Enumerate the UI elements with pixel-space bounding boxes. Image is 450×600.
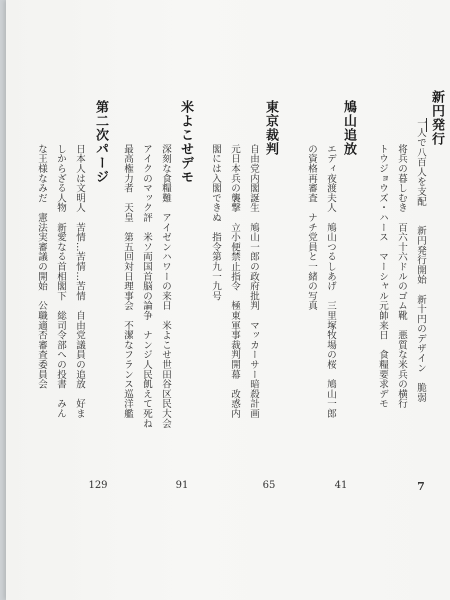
page-number-kome: 91 [175, 480, 189, 491]
section-heading-kome: 米よこせデモ [178, 100, 193, 184]
toc-line: 閣には入閣できぬ 指令第九一九号 [210, 144, 221, 301]
toc-line: しからざる人物 新愛なる首相閣下 総司令部への投書 みん [55, 144, 66, 419]
page-number-purge: 129 [88, 480, 108, 491]
toc-line: 自由党内閣誕生 鳩山一郎の政府批判 マッカーサー暗殺計画 [248, 144, 259, 419]
toc-line: 元日本兵の襲撃 立小便禁止指令 極東軍事裁判開幕 改惑内 [229, 144, 240, 419]
toc-line: 将兵の暮しむき 百六十六ドルのゴム靴 悪質な米兵の横行 [396, 144, 407, 409]
toc-line: 一人で八百人を支配 新円発行開始 新十円のデザイン 脆弱 [415, 118, 426, 403]
toc-line: アイクのマック評 米ソ両国首脳の論争 ナンジ人民飢えて死ね [141, 144, 152, 429]
section-heading-tokyo: 東京裁判 [263, 100, 278, 156]
toc-line: の資格再審査 ナチ党員と一緒の写真 [306, 144, 317, 311]
page-number-hatoyama: 41 [334, 480, 348, 491]
toc-line: 深刻な食糧難 アイゼンハワーの来日 米よこせ世田谷区民大会 [160, 144, 171, 429]
toc-line: 最高権力者 天皇 第五回対日理事会 不潔なフランス巡洋艦 [122, 144, 133, 419]
section-rule-shinen [426, 118, 427, 132]
toc-line: トウジョウズ・ハース マーシャル元帥来日 食糧要求デモ [377, 144, 388, 409]
section-heading-shinen: 新円発行 [429, 90, 444, 146]
toc-page [6, 0, 450, 600]
page-number-tokyo: 65 [262, 480, 276, 491]
toc-line: エディ夜渡夫人 鳩山つるしあげ 三里塚牧場の桜 鳩山一郎 [325, 144, 336, 419]
page-number-shinen: 7 [417, 480, 425, 493]
section-heading-purge: 第二次パージ [93, 100, 108, 184]
section-heading-hatoyama: 鳩山追放 [341, 100, 356, 156]
toc-line: な王様なみだ 憲法実審議の開始 公職適否審査委員会 [36, 144, 47, 389]
toc-line: 日本人は文明人 苦情…苦情…苦情 自由党議員の追放 好ま [74, 144, 85, 419]
